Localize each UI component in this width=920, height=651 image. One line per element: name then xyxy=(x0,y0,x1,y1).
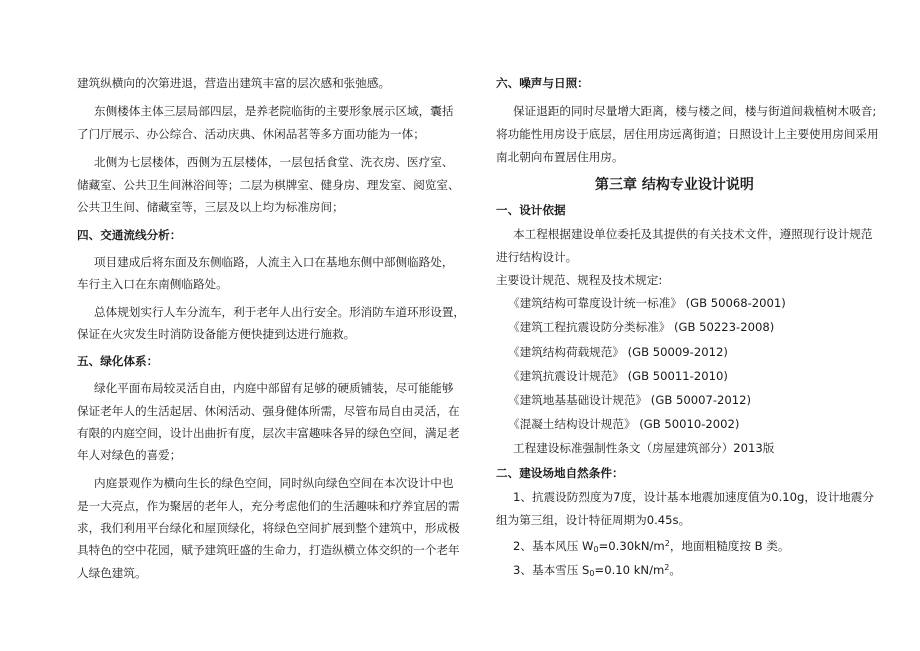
code-list-item: 《建筑工程抗震设防分类标准》 (GB 50223-2008) xyxy=(508,320,775,334)
paragraph-line: 是一大亮点，作为聚居的老年人，充分考虑他们的生活趣味和疗养宜居的需 xyxy=(77,499,460,513)
text-part: =0.10 kN/m xyxy=(594,563,665,577)
section-heading: 五、绿化体系： xyxy=(77,354,159,368)
superscript: 2 xyxy=(664,563,670,572)
paragraph-line: 公共卫生间、储藏室等，三层及以上均为标准房间； xyxy=(77,200,344,214)
paragraph-line: 1、抗震设防烈度为7度，设计基本地震加速度值为0.10g，设计地震分 xyxy=(513,490,874,504)
text-part: ，地面粗糙度按 B 类。 xyxy=(669,539,790,553)
paragraph-line: 储藏室、公共卫生间淋浴间等；二层为棋牌室、健身房、理发室、阅览室、 xyxy=(77,178,460,192)
paragraph-line: 组为第三组，设计特征周期为0.45s。 xyxy=(496,513,691,527)
text-part: =0.30kN/m xyxy=(598,539,665,553)
superscript: 2 xyxy=(664,539,670,548)
paragraph-line: 东侧楼体主体三层局部四层，是养老院临街的主要形象展示区域，囊括 xyxy=(94,104,454,118)
paragraph-line: 了门厅展示、办公综合、活动庆典、休闲品茗等多方面功能为一体； xyxy=(77,127,425,141)
text-part: 3、基本雪压 S xyxy=(513,563,590,577)
paragraph-line: 绿化平面布局较灵活自由，内庭中部留有足够的硬质铺装，尽可能能够 xyxy=(94,381,454,395)
code-list-item: 《建筑结构可靠度设计统一标准》 (GB 50068-2001) xyxy=(508,296,786,310)
section-heading: 二、建设场地自然条件： xyxy=(496,466,624,480)
text-part: 2、基本风压 W xyxy=(513,539,594,553)
paragraph-line: 进行结构设计。 xyxy=(496,250,578,264)
section-heading: 四、交通流线分析： xyxy=(77,228,182,242)
chapter-title: 第三章 结构专业设计说明 xyxy=(595,177,754,193)
paragraph-line: 建筑纵横向的次第进退，营造出建筑丰富的层次感和张弛感。 xyxy=(77,76,391,90)
paragraph-line: 南北朝向布置居住用房。 xyxy=(496,150,624,164)
paragraph-line: 内庭景观作为横向生长的绿色空间，同时纵向绿色空间在本次设计中也 xyxy=(94,476,454,490)
paragraph-line: 本工程根据建设单位委托及其提供的有关技术文件，遵照现行设计规范 xyxy=(513,227,873,241)
paragraph-line: 将功能性用房设于底层，居住用房远离街道；日照设计上主要使用房间采用 xyxy=(496,127,879,141)
paragraph-line: 主要设计规范、规程及技术规定: xyxy=(496,273,663,287)
code-list-item: 《建筑地基基础设计规范》 (GB 50007-2012) xyxy=(508,393,752,407)
paragraph-line: 保证老年人的生活起居、休闲活动、强身健体所需，尽管布局自由灵活，在 xyxy=(77,404,460,418)
code-list-item: 《建筑抗震设计规范》 (GB 50011-2010) xyxy=(508,369,728,383)
paragraph-line: 年人对绿色的喜爱； xyxy=(77,448,182,462)
subscript: 0 xyxy=(589,569,595,578)
code-list-item: 《建筑结构荷载规范》 (GB 50009-2012) xyxy=(508,345,728,359)
wind-pressure-line xyxy=(513,537,789,557)
code-list-item: 《混凝土结构设计规范》 (GB 50010-2002) xyxy=(508,417,740,431)
paragraph-line: 有限的内庭空间，设计出曲折有度，层次丰富趣味各异的绿色空间，满足老 xyxy=(77,426,460,440)
section-heading: 一、设计依据 xyxy=(496,203,566,217)
paragraph-line: 人绿色建筑。 xyxy=(77,566,147,580)
paragraph-line: 保证退距的同时尽量增大距离，楼与楼之间，楼与街道间栽植树木吸音; xyxy=(513,104,877,118)
paragraph-line: 北侧为七层楼体，西侧为五层楼体，一层包括食堂、洗衣房、医疗室、 xyxy=(94,155,454,169)
subscript: 0 xyxy=(593,545,599,554)
paragraph-line: 具特色的空中花园，赋予建筑旺盛的生命力，打造纵横立体交织的一个老年 xyxy=(77,543,460,557)
paragraph-line: 车行主入口在东南侧临路处。 xyxy=(77,277,228,291)
paragraph-line: 保证在火灾发生时消防设备能方便快捷到达进行施救。 xyxy=(77,327,356,341)
paragraph-line: 求，我们利用平台绿化和屋顶绿化，将绿色空间扩展到整个建筑中，形成极 xyxy=(77,521,460,535)
text-part: 。 xyxy=(669,563,681,577)
paragraph-line: 总体规划实行人车分流车，利于老年人出行安全。形消防车道环形设置， xyxy=(94,305,466,319)
section-heading: 六、噪声与日照： xyxy=(496,76,589,90)
snow-pressure-line xyxy=(513,561,681,581)
paragraph-line: 项目建成后将东面及东侧临路，人流主入口在基地东侧中部侧临路处， xyxy=(94,255,454,269)
paragraph-line: 工程建设标准强制性条文（房屋建筑部分）2013版 xyxy=(513,441,775,455)
